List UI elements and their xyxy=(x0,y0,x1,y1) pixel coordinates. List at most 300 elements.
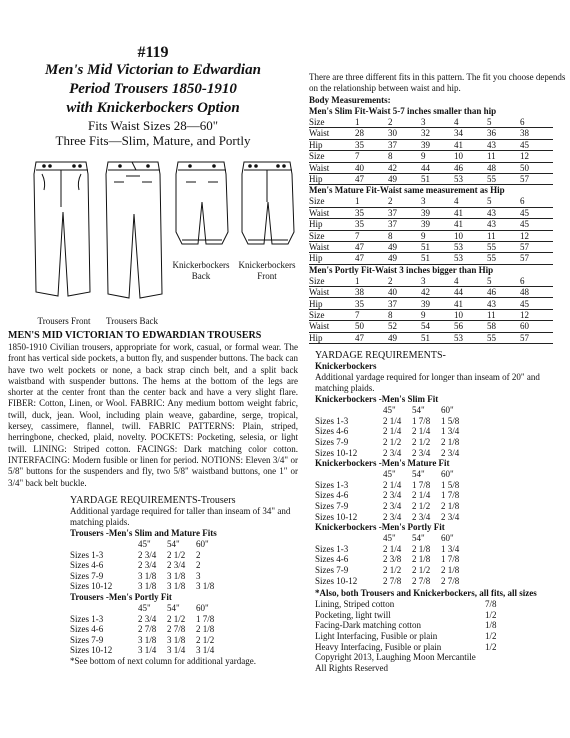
table-cell: 51 xyxy=(421,173,454,184)
also-table xyxy=(315,599,497,652)
table-cell: 1 5/8 xyxy=(441,479,460,490)
table-cell: 4 xyxy=(454,276,487,287)
table-cell: 2 1/2 xyxy=(167,613,186,624)
table-cell: 3 1/8 xyxy=(138,581,157,592)
table-cell: 60 xyxy=(520,321,553,332)
table-cell: Sizes 4-6 xyxy=(70,560,104,571)
table-row xyxy=(309,332,553,343)
table-cell: Facing-Dark matching cotton xyxy=(315,620,421,631)
table-cell: 5 xyxy=(487,117,520,128)
table-row xyxy=(309,151,553,162)
table-cell: Hip xyxy=(309,139,355,150)
table-cell: 2 3/4 xyxy=(383,511,402,522)
title-line-2: Period Trousers 1850-1910 xyxy=(69,81,237,97)
table-header-row xyxy=(70,603,225,614)
table-cell: 2 3/4 xyxy=(138,549,157,560)
portly-fit-table xyxy=(309,276,553,344)
pattern-number: #119 xyxy=(137,44,169,61)
table-cell: 28 xyxy=(355,128,388,139)
table-cell: 45 xyxy=(520,207,553,218)
table-row xyxy=(315,490,470,501)
table-cell: 49 xyxy=(388,173,421,184)
also-heading: *Also, both Trousers and Knickerbockers, all fits, all sizes xyxy=(315,587,537,598)
kb-group-3-title: Knickerbockers -Men's Portly Fit xyxy=(315,521,445,532)
table-cell: 38 xyxy=(355,287,388,298)
table-cell: 42 xyxy=(388,162,421,173)
table-cell: 2 7/8 xyxy=(138,624,157,635)
table-cell: 32 xyxy=(421,128,454,139)
table-cell: 3 1/8 xyxy=(167,581,186,592)
table-cell: 12 xyxy=(520,309,553,320)
mature-fit-table xyxy=(309,196,553,264)
trousers-yardage xyxy=(8,495,298,667)
portly-fit-title: Men's Portly Fit-Waist 3 inches bigger than Hip xyxy=(309,264,494,275)
table-cell: 50 xyxy=(355,321,388,332)
table-cell: 40 xyxy=(388,287,421,298)
table-cell: 34 xyxy=(454,128,487,139)
table-cell: 11 xyxy=(487,309,520,320)
table-cell: 51 xyxy=(421,253,454,264)
table-cell: 10 xyxy=(454,230,487,241)
table-cell: 2 1/8 xyxy=(196,624,215,635)
table-cell: 57 xyxy=(520,332,553,343)
table-cell: 46 xyxy=(454,162,487,173)
table-cell: 2 1/8 xyxy=(441,500,460,511)
table-cell: 8 xyxy=(388,151,421,162)
table-cell: 54" xyxy=(167,603,180,614)
table-cell: 55 xyxy=(487,332,520,343)
table-cell: 43 xyxy=(487,298,520,309)
table-cell: 51 xyxy=(421,332,454,343)
table-row xyxy=(309,241,553,252)
caption-knickerbockers-front: Knickerbockers Front xyxy=(238,260,296,281)
table-cell: 6 xyxy=(520,276,553,287)
table-cell: 1 xyxy=(355,117,388,128)
table-cell: 37 xyxy=(388,207,421,218)
table-row xyxy=(309,219,553,230)
table-row xyxy=(315,599,497,610)
trousers-back-drawing xyxy=(106,162,162,298)
caption-trousers-back: Trousers Back xyxy=(106,316,158,326)
table-cell: 1 3/4 xyxy=(441,426,460,437)
slim-fit-table xyxy=(309,117,553,185)
table-cell: Waist xyxy=(309,321,355,332)
table-cell: 41 xyxy=(454,298,487,309)
table-cell: Sizes 7-9 xyxy=(315,564,349,575)
table-cell: Size xyxy=(309,309,355,320)
table-cell: 2 1/2 xyxy=(412,564,431,575)
table-row xyxy=(309,287,553,298)
table-row xyxy=(315,554,470,565)
table-cell: Sizes 1-3 xyxy=(315,415,349,426)
table-row xyxy=(315,447,470,458)
table-cell: 2 1/4 xyxy=(412,490,431,501)
table-cell: 55 xyxy=(487,173,520,184)
table-row xyxy=(309,117,553,128)
table-cell: 7 xyxy=(355,230,388,241)
table-cell: Waist xyxy=(309,207,355,218)
table-row xyxy=(315,501,470,512)
knickerbockers-back-drawing xyxy=(176,162,228,244)
table-cell: Sizes 4-6 xyxy=(315,426,349,437)
trousers-drawing xyxy=(8,152,298,308)
table-row xyxy=(309,139,553,150)
knickerbockers-yardage-note: Additional yardage required for longer than inseam of 20" and matching plaids. xyxy=(315,372,540,394)
table-cell: 45" xyxy=(138,603,151,614)
trousers-group-1-title: Trousers -Men's Slim and Mature Fits xyxy=(70,527,217,538)
table-cell: 6 xyxy=(520,196,553,207)
table-cell: 39 xyxy=(421,298,454,309)
table-cell: Sizes 1-3 xyxy=(70,549,104,560)
table-cell: 57 xyxy=(520,253,553,264)
table-cell: 44 xyxy=(454,287,487,298)
table-cell: 42 xyxy=(421,287,454,298)
table-cell: 2 3/4 xyxy=(138,560,157,571)
table-header-row xyxy=(315,469,470,480)
table-cell: Lining, Striped cotton xyxy=(315,599,395,610)
table-cell: Size xyxy=(309,276,355,287)
table-cell: 7/8 xyxy=(485,599,497,610)
slim-fit-title: Men's Slim Fit-Waist 5-7 inches smaller than hip xyxy=(309,106,497,116)
table-cell: 12 xyxy=(520,230,553,241)
table-cell: Sizes 10-12 xyxy=(70,645,113,656)
table-cell: 2 3/4 xyxy=(412,447,431,458)
table-cell: 60" xyxy=(441,469,454,480)
table-row xyxy=(309,230,553,241)
table-row xyxy=(315,416,470,427)
table-cell: 3 xyxy=(421,196,454,207)
table-cell: 2 xyxy=(388,276,421,287)
table-cell: 43 xyxy=(487,207,520,218)
table-cell: 53 xyxy=(454,253,487,264)
table-row xyxy=(70,549,225,560)
table-cell: 57 xyxy=(520,241,553,252)
table-cell: Sizes 1-3 xyxy=(315,543,349,554)
table-cell: 2 xyxy=(388,196,421,207)
table-cell: 60" xyxy=(196,603,209,614)
table-cell: 44 xyxy=(421,162,454,173)
table-cell: Heavy Interfacing, Fusible or plain xyxy=(315,641,442,652)
table-cell: 45 xyxy=(520,219,553,230)
table-cell: 39 xyxy=(421,219,454,230)
table-cell: Waist xyxy=(309,241,355,252)
table-cell: 47 xyxy=(355,253,388,264)
table-cell: 48 xyxy=(487,162,520,173)
table-cell: 1 3/4 xyxy=(441,543,460,554)
table-cell: 37 xyxy=(388,298,421,309)
table-cell: 37 xyxy=(388,139,421,150)
table-row xyxy=(315,620,497,631)
table-cell: 47 xyxy=(355,332,388,343)
table-cell: Sizes 1-3 xyxy=(70,613,104,624)
table-cell: 49 xyxy=(388,253,421,264)
title-line-1: Men's Mid Victorian to Edwardian xyxy=(45,62,261,78)
table-cell: 10 xyxy=(454,309,487,320)
table-cell: 2 1/2 xyxy=(383,564,402,575)
subtitle-fits: Three Fits—Slim, Mature, and Portly xyxy=(55,133,251,148)
table-cell: 41 xyxy=(454,207,487,218)
table-cell: Waist xyxy=(309,287,355,298)
table-cell xyxy=(315,469,383,480)
table-cell: 2 1/4 xyxy=(383,415,402,426)
table-cell: 35 xyxy=(355,298,388,309)
table-cell: 54" xyxy=(167,539,180,550)
table-cell: 52 xyxy=(388,321,421,332)
table-cell: 3 1/4 xyxy=(167,645,186,656)
table-cell: 1 7/8 xyxy=(441,490,460,501)
table-row xyxy=(309,196,553,207)
table-row xyxy=(70,645,225,656)
table-cell: 3 1/4 xyxy=(196,645,215,656)
table-cell: 3 1/8 xyxy=(138,634,157,645)
table-cell: 7 xyxy=(355,151,388,162)
table-cell: 5 xyxy=(487,196,520,207)
table-row xyxy=(315,480,470,491)
table-cell: 11 xyxy=(487,230,520,241)
table-cell: 6 xyxy=(520,117,553,128)
table-row xyxy=(70,635,225,646)
table-cell: 43 xyxy=(487,219,520,230)
table-cell: 60" xyxy=(196,539,209,550)
table-row xyxy=(70,613,225,624)
table-row xyxy=(309,173,553,184)
table-cell: 11 xyxy=(487,151,520,162)
table-cell: 3 1/8 xyxy=(167,634,186,645)
table-cell: 1 7/8 xyxy=(441,554,460,565)
table-cell: 30 xyxy=(388,128,421,139)
table-cell: 49 xyxy=(388,241,421,252)
table-row xyxy=(70,624,225,635)
table-cell: 54" xyxy=(412,533,425,544)
table-cell: 38 xyxy=(520,128,553,139)
table-cell: Hip xyxy=(309,219,355,230)
knickerbockers-yardage-heading: YARDAGE REQUIREMENTS- xyxy=(315,350,446,362)
table-row xyxy=(315,437,470,448)
knickerbockers-front-drawing xyxy=(242,162,294,244)
table-cell: 2 3/4 xyxy=(441,447,460,458)
table-cell: Light Interfacing, Fusible or plain xyxy=(315,630,438,641)
table-cell xyxy=(70,539,138,550)
table-header-row xyxy=(315,533,470,544)
table-cell: 2 xyxy=(388,117,421,128)
table-cell: 39 xyxy=(421,207,454,218)
table-cell: 47 xyxy=(355,241,388,252)
table-row xyxy=(309,162,553,173)
table-cell: 40 xyxy=(355,162,388,173)
table-cell: Hip xyxy=(309,253,355,264)
table-cell: 45" xyxy=(138,539,151,550)
table-cell: 51 xyxy=(421,241,454,252)
table-row xyxy=(315,565,470,576)
table-cell: Sizes 7-9 xyxy=(315,500,349,511)
table-cell: 1/2 xyxy=(485,641,497,652)
table-cell: 46 xyxy=(487,287,520,298)
table-cell: 58 xyxy=(487,321,520,332)
table-cell: 2 1/2 xyxy=(412,500,431,511)
table-cell: 60" xyxy=(441,533,454,544)
table-cell: 9 xyxy=(421,309,454,320)
kb-group-2-table xyxy=(315,469,470,522)
table-row xyxy=(309,309,553,320)
right-column xyxy=(309,72,567,674)
table-cell: 2 1/4 xyxy=(383,543,402,554)
table-cell: 2 3/4 xyxy=(138,613,157,624)
body-measurements-heading: Body Measurements: xyxy=(309,95,391,105)
table-cell: Hip xyxy=(309,298,355,309)
table-cell: 2 xyxy=(196,560,201,571)
kb-group-1-title: Knickerbockers -Men's Slim Fit xyxy=(315,394,439,405)
table-cell: Size xyxy=(309,117,355,128)
table-cell xyxy=(315,533,383,544)
table-cell: 45 xyxy=(520,139,553,150)
table-cell: 2 1/8 xyxy=(412,554,431,565)
knickerbockers-yardage-subheading: Knickerbockers xyxy=(315,361,377,372)
table-cell: 1/2 xyxy=(485,609,497,620)
table-cell: 1 7/8 xyxy=(412,415,431,426)
table-cell: 41 xyxy=(454,219,487,230)
table-row xyxy=(315,631,497,642)
table-cell: 4 xyxy=(454,117,487,128)
table-cell: 1 xyxy=(355,196,388,207)
table-cell: 3 1/8 xyxy=(196,581,215,592)
table-cell: 39 xyxy=(421,139,454,150)
kb-group-3-table xyxy=(315,533,470,586)
table-cell: Sizes 7-9 xyxy=(315,437,349,447)
table-cell: 1 xyxy=(355,276,388,287)
table-row xyxy=(315,544,470,555)
description-heading: MEN'S MID VICTORIAN TO EDWARDIAN TROUSERS xyxy=(8,330,262,341)
table-cell: 2 xyxy=(196,549,201,560)
table-cell: 1 7/8 xyxy=(412,479,431,490)
table-cell: 3 xyxy=(421,276,454,287)
table-cell: Size xyxy=(309,151,355,162)
table-row xyxy=(309,298,553,309)
table-row xyxy=(309,207,553,218)
trousers-illustration xyxy=(8,152,298,342)
table-cell: 5 xyxy=(487,276,520,287)
table-cell: 49 xyxy=(388,332,421,343)
table-cell: 37 xyxy=(388,219,421,230)
rights: All Rights Reserved xyxy=(315,662,388,673)
table-cell: 55 xyxy=(487,253,520,264)
table-row xyxy=(309,276,553,287)
table-cell: 2 1/2 xyxy=(196,634,215,645)
caption-knickerbockers-back: Knickerbockers Back xyxy=(172,260,230,281)
table-cell: Sizes 4-6 xyxy=(70,624,104,635)
table-cell: 2 7/8 xyxy=(412,575,431,586)
trousers-yardage-heading: YARDAGE REQUIREMENTS-Trousers xyxy=(70,494,236,506)
table-cell: 2 1/8 xyxy=(441,437,460,447)
table-cell: 35 xyxy=(355,207,388,218)
table-cell: 2 3/4 xyxy=(383,500,402,511)
subtitle-sizes: Fits Waist Sizes 28—60" xyxy=(87,118,219,133)
table-cell: 45" xyxy=(383,533,396,544)
table-cell: 53 xyxy=(454,241,487,252)
table-cell: 60" xyxy=(441,405,454,416)
caption-trousers-front: Trousers Front xyxy=(37,316,91,326)
kb-group-2-title: Knickerbockers -Men's Mature Fit xyxy=(315,458,450,468)
table-cell: 2 1/4 xyxy=(383,479,402,490)
table-cell: Sizes 7-9 xyxy=(70,570,104,581)
trousers-yardage-note: Additional yardage required for taller than inseam of 34" and matching plaids. xyxy=(70,505,291,527)
table-cell: Sizes 10-12 xyxy=(315,575,358,586)
table-cell: 3 1/8 xyxy=(167,570,186,581)
table-cell: 36 xyxy=(487,128,520,139)
table-cell: 53 xyxy=(454,173,487,184)
table-cell: Waist xyxy=(309,162,355,173)
table-cell: Hip xyxy=(309,173,355,184)
table-cell: Sizes 10-12 xyxy=(315,511,358,522)
table-cell: Sizes 10-12 xyxy=(70,581,113,592)
table-cell: 3 xyxy=(196,570,201,581)
table-cell: Size xyxy=(309,196,355,207)
table-row xyxy=(315,610,497,621)
table-cell: 35 xyxy=(355,219,388,230)
table-cell: 2 7/8 xyxy=(167,624,186,635)
knickerbockers-yardage xyxy=(309,350,567,674)
table-cell: 1/8 xyxy=(485,620,497,631)
table-cell: 2 3/4 xyxy=(167,560,186,571)
table-cell: 2 1/2 xyxy=(383,437,402,447)
table-cell: 8 xyxy=(388,309,421,320)
table-cell: 41 xyxy=(454,139,487,150)
left-column xyxy=(8,44,298,667)
table-header-row xyxy=(70,539,225,550)
copyright: Copyright 2013, Laughing Moon Mercantile xyxy=(315,651,476,662)
table-cell: 53 xyxy=(454,332,487,343)
table-cell xyxy=(70,603,138,614)
table-cell: 35 xyxy=(355,139,388,150)
table-cell: 45 xyxy=(520,298,553,309)
table-cell: 3 xyxy=(421,117,454,128)
table-cell: 10 xyxy=(454,151,487,162)
table-cell: 54 xyxy=(421,321,454,332)
table-cell: 4 xyxy=(454,196,487,207)
table-row xyxy=(309,321,553,332)
table-cell: 2 1/2 xyxy=(167,549,186,560)
table-cell: 3 1/4 xyxy=(138,645,157,656)
table-cell: 2 7/8 xyxy=(383,575,402,586)
table-cell: 48 xyxy=(520,287,553,298)
table-cell: 2 7/8 xyxy=(441,575,460,586)
table-cell: 45" xyxy=(383,405,396,416)
table-row xyxy=(70,581,225,592)
table-cell: 2 3/4 xyxy=(441,511,460,522)
table-cell: 12 xyxy=(520,151,553,162)
table-cell: 2 3/4 xyxy=(412,511,431,522)
table-cell: Sizes 1-3 xyxy=(315,479,349,490)
table-cell: 2 3/4 xyxy=(383,490,402,501)
table-cell: 2 3/8 xyxy=(383,554,402,565)
table-cell: 3 1/8 xyxy=(138,570,157,581)
table-cell: Pocketing, light twill xyxy=(315,609,391,620)
table-cell: 1 7/8 xyxy=(196,613,215,624)
table-row xyxy=(315,511,470,522)
table-cell: Size xyxy=(309,230,355,241)
kb-group-1-table xyxy=(315,405,470,458)
table-cell: Sizes 4-6 xyxy=(315,490,349,501)
table-cell: Sizes 7-9 xyxy=(70,634,104,645)
table-cell: 7 xyxy=(355,309,388,320)
table-cell: 2 3/4 xyxy=(383,447,402,458)
table-cell: 8 xyxy=(388,230,421,241)
trousers-group-1-table xyxy=(70,539,225,592)
table-cell: 55 xyxy=(487,241,520,252)
table-cell: 43 xyxy=(487,139,520,150)
fits-intro: There are three different fits in this pattern. The fit you choose depends on the relationship between waist and hip. xyxy=(309,72,566,93)
trousers-front-drawing xyxy=(34,162,90,296)
table-cell: 1 5/8 xyxy=(441,415,460,426)
